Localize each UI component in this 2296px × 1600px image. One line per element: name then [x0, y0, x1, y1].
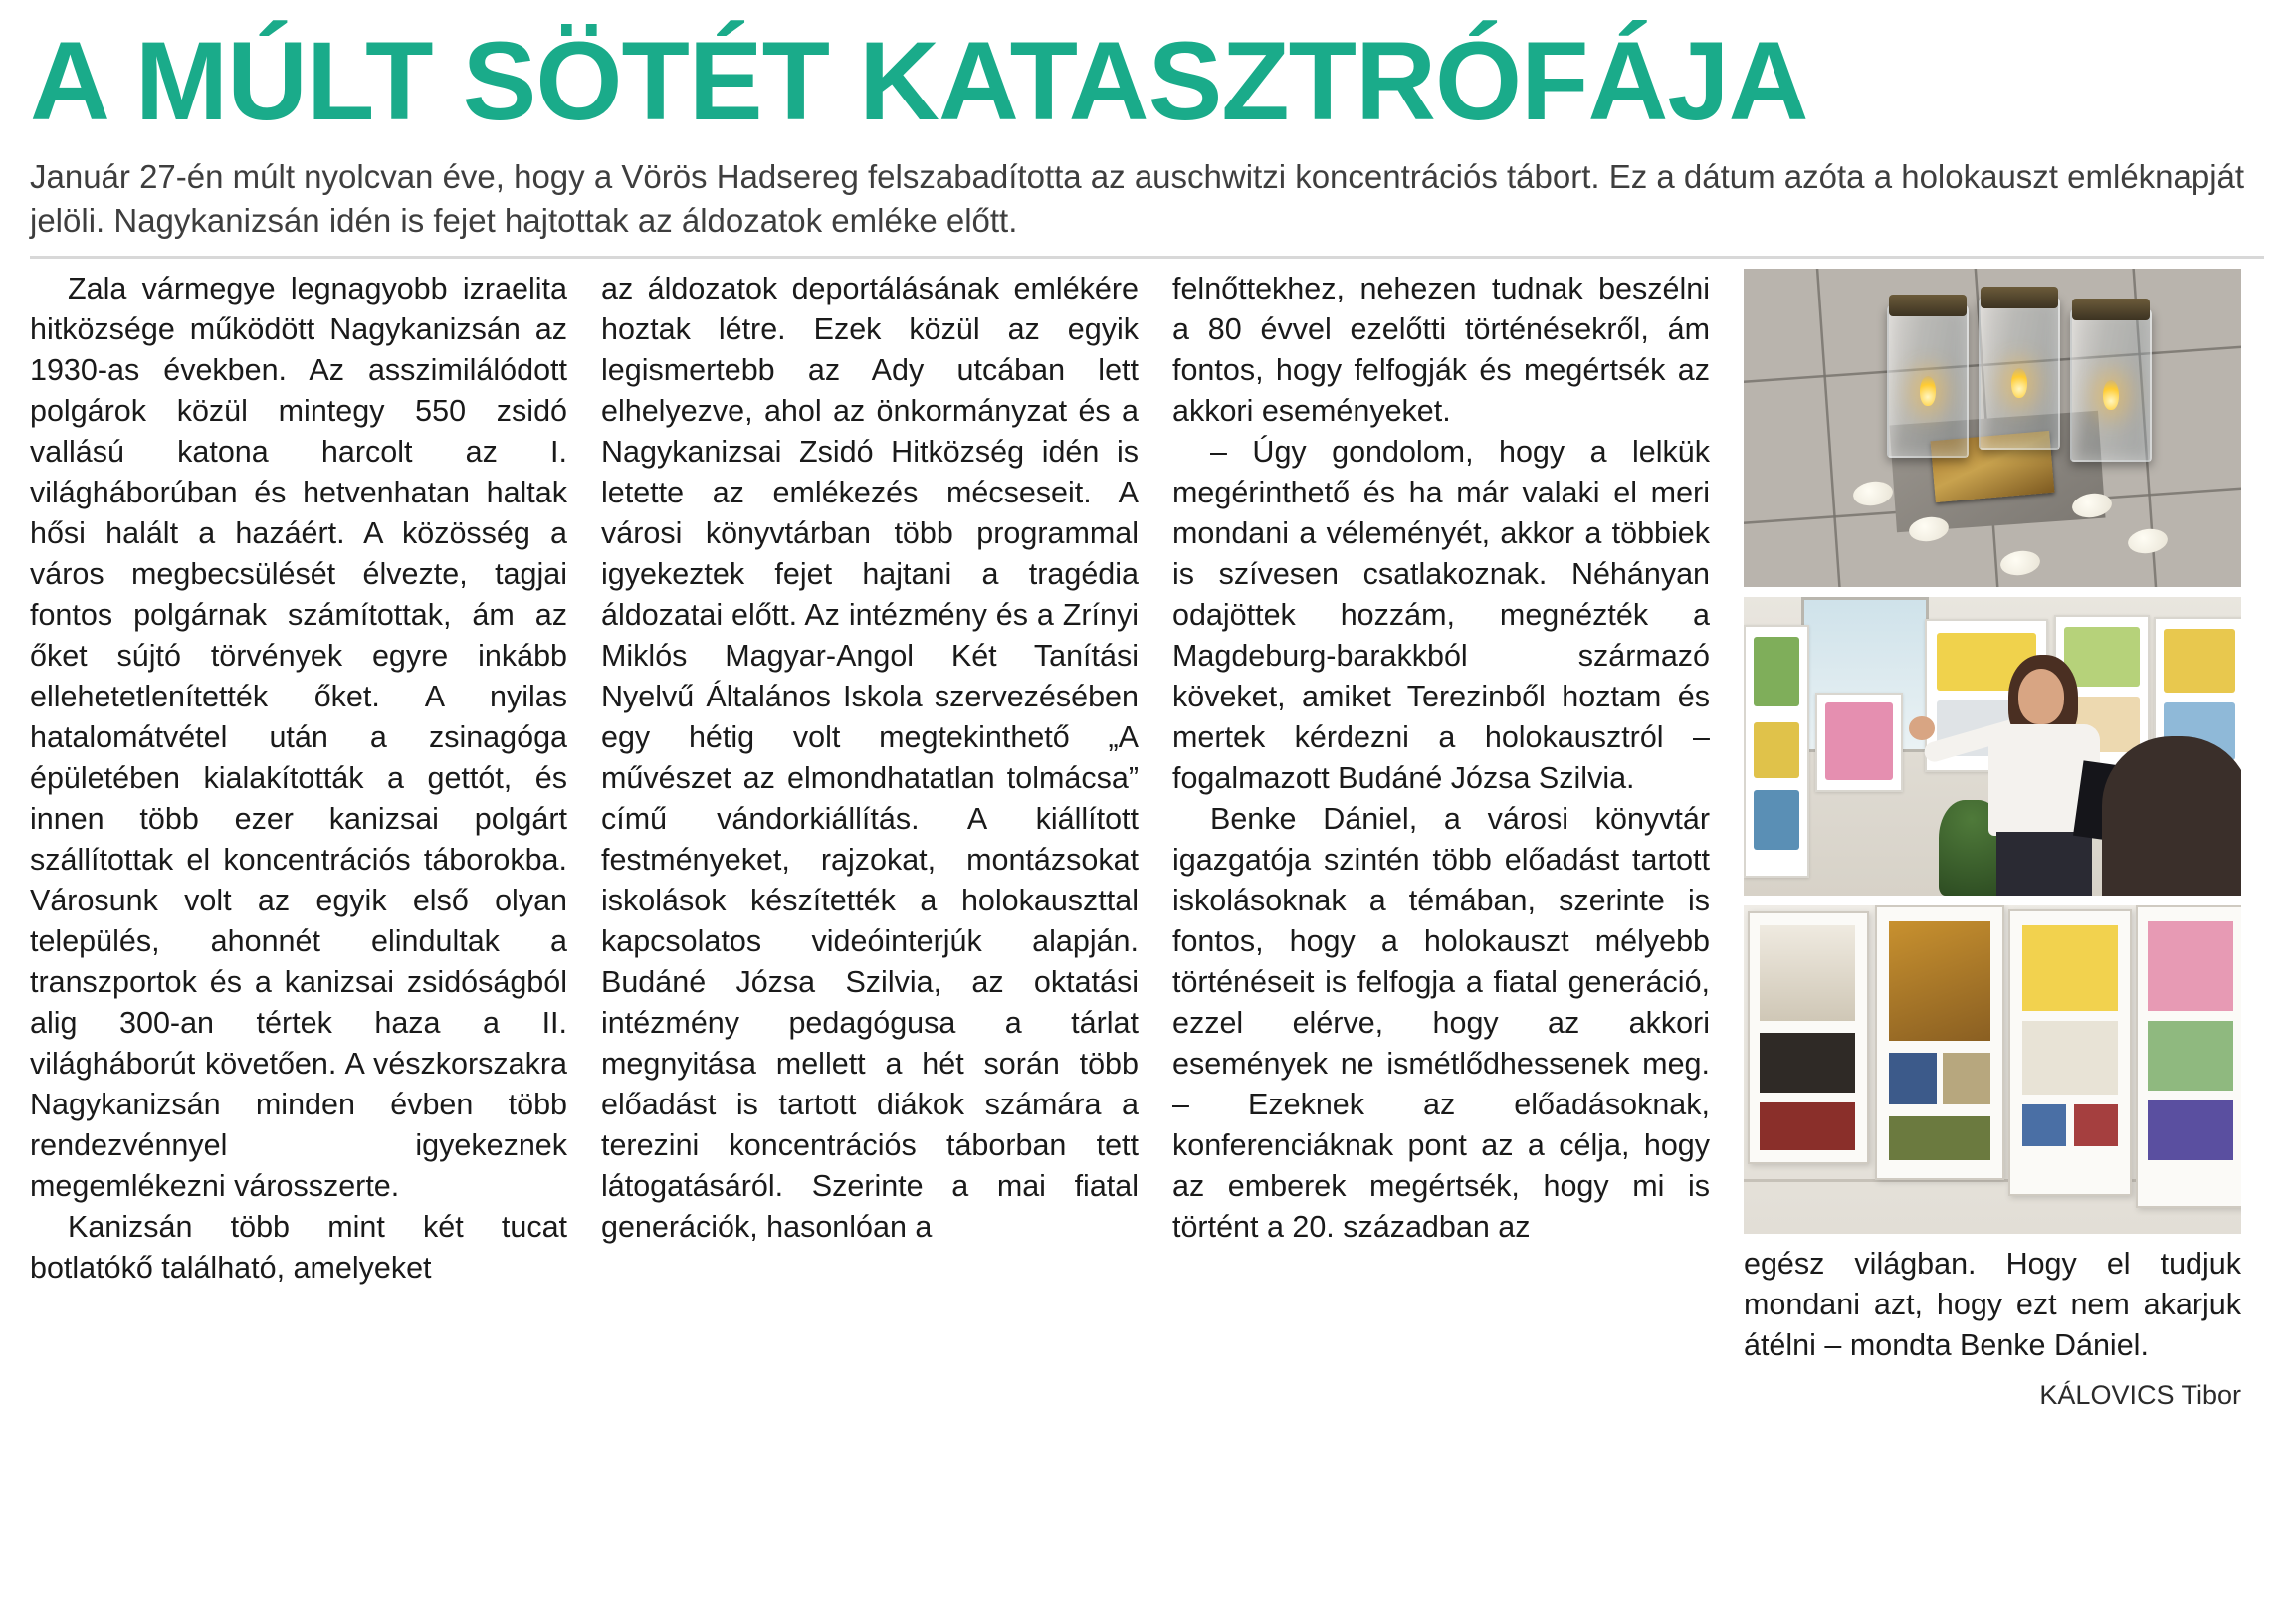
memorial-candle: [2070, 308, 2152, 462]
board-artwork: [2148, 1100, 2233, 1160]
board-artwork: [1889, 1116, 1990, 1160]
audience-silhouette: [2102, 736, 2241, 896]
sidebar-continuation-text: egész világban. Hogy el tudjuk mondani azt, hogy ezt nem akarjuk átélni – mondta Benke Dániel.: [1744, 1247, 2241, 1363]
board-artwork: [2148, 1021, 2233, 1091]
paragraph: az áldozatok deportálásának emlékére hoztak létre. Ezek közül az egyik legismertebb az Ady utcában lett elhelyezve, ahol az önkormányzat és a Nagykanizsai Zsidó Hitközség idén is letette az emlékezés mécseseit. A városi könyvtárban több programmal igyekeztek fejet hajtani a tragédia áldozatai előtt. Az intézmény és a Zrínyi Miklós Magyar-Angol Két Tanítási Nyelvű Általános Iskola szervezésében egy hétig volt megtekinthető „A művészet az elmondhatatlan tolmácsa” című vándorkiállítás. A kiállított festményeket, rajzokat, montázsokat iskolások készítették a holokauszttal kapcsolatos videóinterjúk alapján. Budáné Józsa Szilvia, az oktatási intézmény pedagógusa a tárlat megnyitása mellett a hét során több előadást is tartott diákok számára a terezini koncentrációs táborban tett látogatásáról. Szerinte a mai fiatal generációk, hasonlóan a: [601, 272, 1139, 1245]
board-artwork: [1760, 925, 1855, 1021]
flame-icon: [1920, 376, 1936, 406]
presenter-skirt: [1996, 832, 2092, 896]
board-artwork: [1889, 1053, 1937, 1104]
paragraph: Kanizsán több mint két tucat botlatókő található, amelyeket: [30, 1210, 567, 1286]
paragraph: Benke Dániel, a városi könyvtár igazgatója szintén több előadást tartott iskolásoknak a témában, szerinte is fontos, hogy a holokauszt mélyebb történéseit is felfogja a fiatal generáció, ezzel elérve, hogy az akkori események ne ismétlődhessenek meg. – Ezeknek az előadásoknak, konferenciáknak pont az a célja, hogy az emberek megértsék, hogy mi is történt a 20. században az: [1172, 802, 1710, 1245]
paragraph: – Úgy gondolom, hogy a lelkük megérinthető és ha már valaki el meri mondani a véleményét, akkor a többiek is szívesen csatlakoznak. Néhányan odajöttek hozzám, megnézték a Magdeburg-barakkból származó köveket, amiket Terezinből hoztam és mertek kérdezni a holokausztról – fogalmazott Budáné Józsa Szilvia.: [1172, 435, 1710, 796]
panel-artwork: [1754, 790, 1799, 850]
presenter-hand: [1909, 716, 1935, 740]
byline: KÁLOVICS Tibor: [2039, 1380, 2241, 1411]
flame-icon: [2103, 380, 2119, 410]
photo-presenter: [1744, 597, 2241, 896]
exhibition-board: [1748, 911, 1869, 1164]
memorial-candle: [1887, 304, 1969, 458]
exhibition-panel: [1815, 693, 1903, 792]
photo-column: [1744, 269, 2241, 1411]
article-lead: Január 27-én múlt nyolcvan éve, hogy a Vörös Hadsereg felszabadította az auschwitzi koncentrációs tábort. Ez a dátum azóta a holokauszt emléknapját jelöli. Nagykanizsán idén is fejet hajtottak az áldozatok emléke előtt.: [30, 158, 2245, 239]
board-artwork: [2022, 1021, 2118, 1095]
panel-artwork: [1825, 702, 1893, 780]
panel-artwork: [2064, 627, 2140, 687]
flame-icon: [2011, 368, 2027, 398]
photo-candles: [1744, 269, 2241, 587]
article-column-3: [1172, 269, 1710, 1248]
board-artwork: [2022, 1104, 2066, 1146]
board-artwork: [2022, 925, 2118, 1011]
panel-artwork: [1754, 637, 1799, 706]
board-artwork: [1889, 921, 1990, 1041]
exhibition-board: [1875, 905, 2004, 1180]
article-column-1: [30, 269, 567, 1289]
board-artwork: [1943, 1053, 1990, 1104]
board-artwork: [1760, 1033, 1855, 1093]
header-divider: [30, 256, 2264, 259]
exhibition-board: [2008, 909, 2132, 1196]
panel-artwork: [1754, 722, 1799, 778]
board-artwork: [1760, 1102, 1855, 1150]
exhibition-board: [2136, 905, 2241, 1208]
presenter-head: [2018, 669, 2064, 724]
paragraph: felnőttekhez, nehezen tudnak beszélni a 80 évvel ezelőtti történésekről, ám fontos, hogy felfogják és megértsék az akkori eseményeket.: [1172, 272, 1710, 429]
panel-artwork: [2164, 629, 2235, 693]
board-artwork: [2074, 1104, 2118, 1146]
memorial-candle: [1979, 297, 2060, 450]
paragraph: Zala vármegye legnagyobb izraelita hitközsége működött Nagykanizsán az 1930-as években. Az asszimilálódott polgárok közül mintegy 550 zsidó vallású katona harcolt az I. világháborúban és hetvenhatan haltak hősi halált a hazáért. A közösség a város megbecsülését élvezte, tagjai fontos polgárnak számítottak, ám az őket sújtó törvények egyre inkább ellehetetlenítették őket. A nyilas hatalomátvétel után a zsinagóga épületében kialakították a gettót, és innen több ezer kanizsai polgárt szállítottak el koncentrációs táborokba. Városunk volt az egyik első olyan település, ahonnét elindultak a transzportok és a kanizsai zsidóságból alig 300-an tértek haza a II. világháborút követően. A vészkorszakra Nagykanizsán minden évben több rendezvénnyel igyekeznek megemlékezni városszerte.: [30, 272, 567, 1204]
article-column-2: [601, 269, 1139, 1248]
article-body: [30, 269, 2266, 1411]
exhibition-panel: [1744, 625, 1809, 878]
photo-exhibition: [1744, 905, 2241, 1234]
page-title: A MÚLT SÖTÉT KATASZTRÓFÁJA: [30, 19, 1808, 143]
board-artwork: [2148, 921, 2233, 1011]
